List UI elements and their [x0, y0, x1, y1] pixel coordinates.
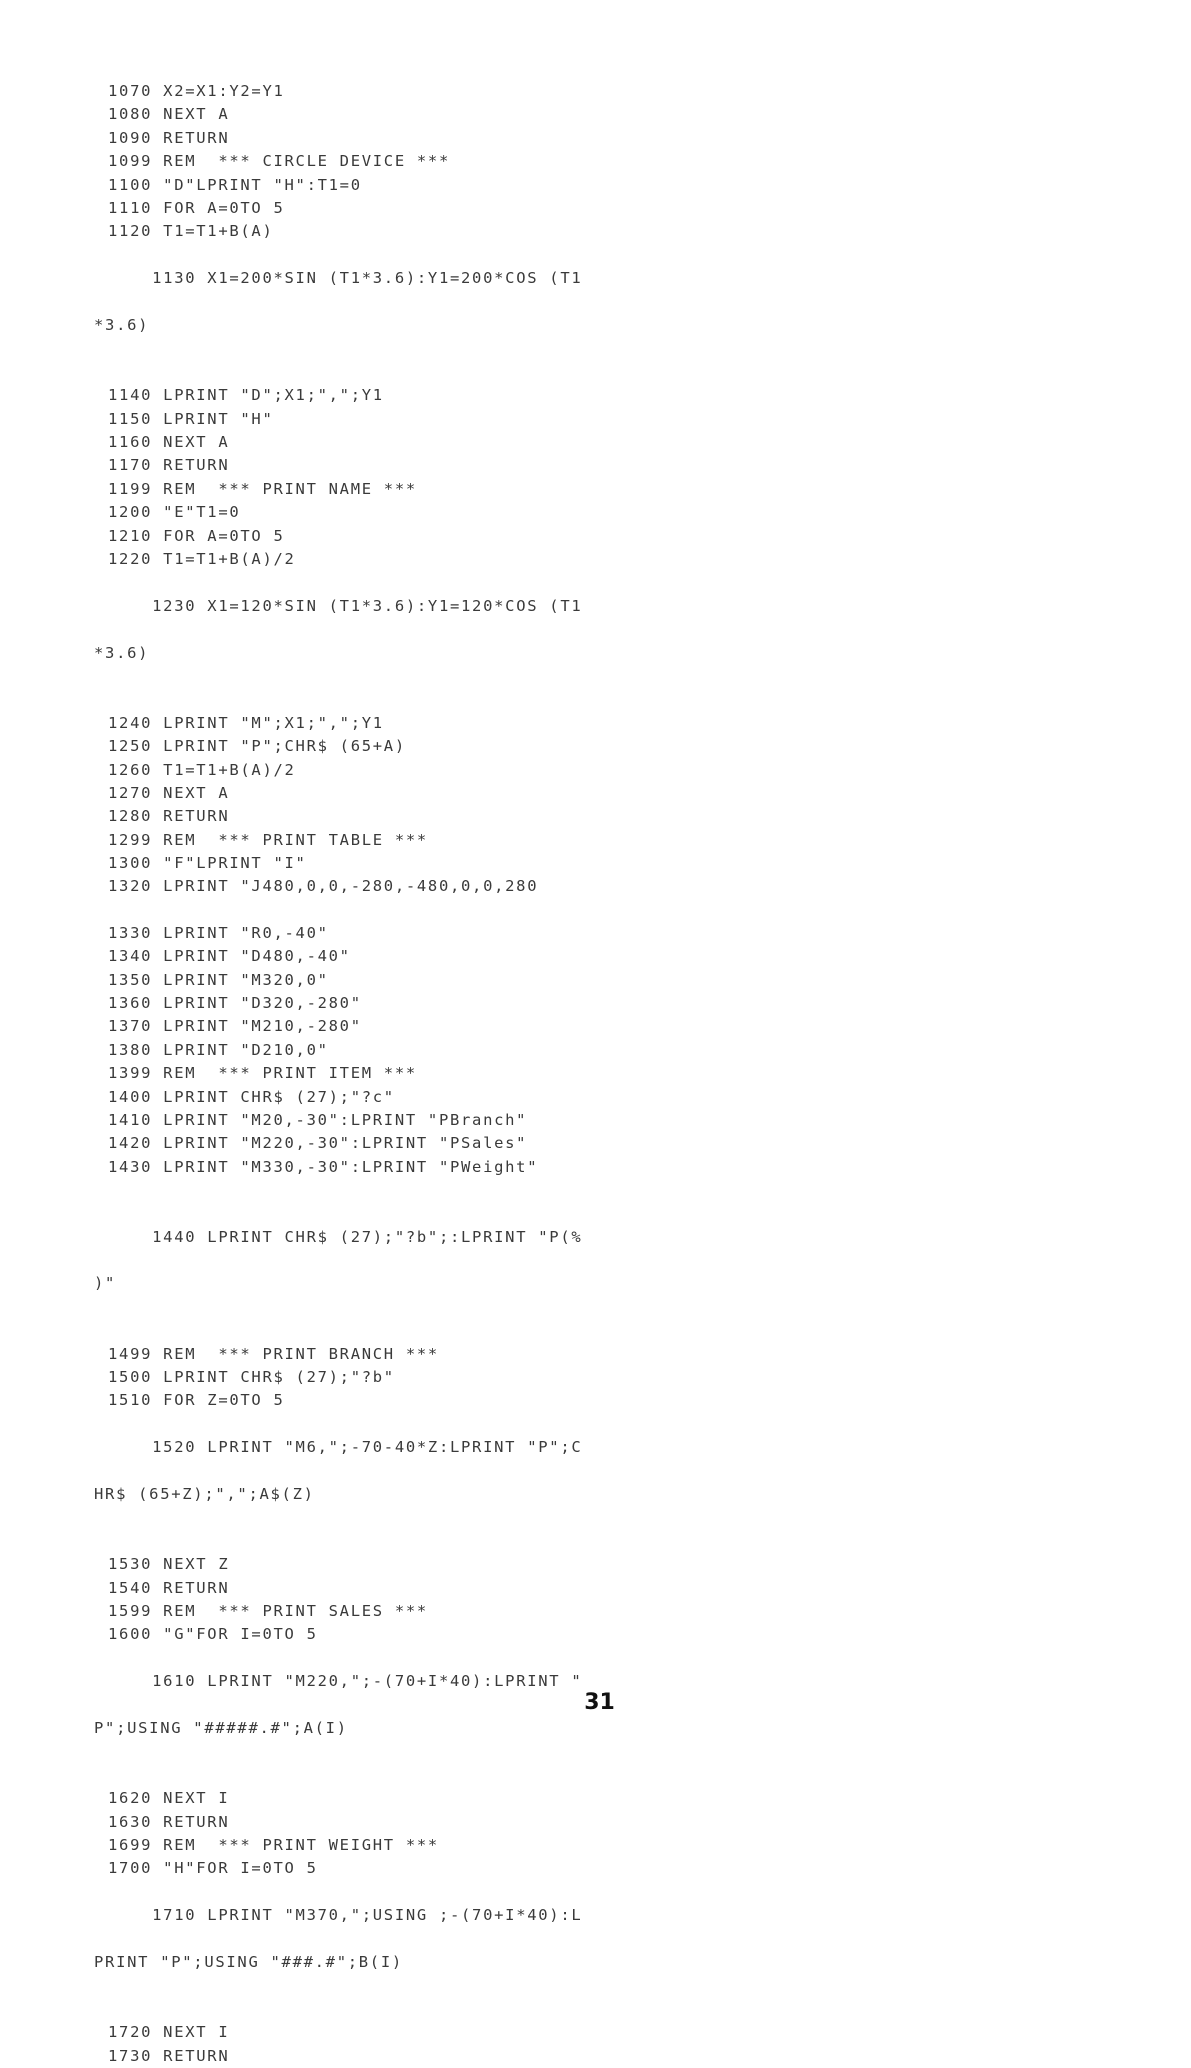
code-line [94, 1647, 628, 1787]
code-line: 1210 FOR A=0TO 5 [108, 526, 285, 545]
page-number: 31 [584, 1690, 615, 1715]
code-line: 1340 LPRINT "D480,-40" [108, 947, 351, 966]
code-line-start: 1230 X1=120*SIN (T1*3.6):Y1=120*COS (T1 [152, 596, 583, 615]
code-line: 1220 T1=T1+B(A)/2 [108, 549, 296, 568]
code-line: 1160 NEXT A [108, 432, 230, 451]
code-line: 1700 "H"FOR I=0TO 5 [108, 1859, 318, 1878]
code-line: 1270 NEXT A [108, 783, 230, 802]
code-line-continuation: *3.6) [94, 643, 150, 662]
code-line-start: 1520 LPRINT "M6,";-70-40*Z:LPRINT "P";C [152, 1438, 583, 1457]
code-line: 1510 FOR Z=0TO 5 [108, 1391, 285, 1410]
code-line: 1150 LPRINT "H" [108, 409, 274, 428]
code-line: 1099 REM *** CIRCLE DEVICE *** [108, 152, 450, 171]
code-line [94, 244, 628, 384]
code-line: 1500 LPRINT CHR$ (27);"?b" [108, 1367, 395, 1386]
code-line: 1430 LPRINT "M330,-30":LPRINT "PWeight" [108, 1157, 539, 1176]
code-line: 1110 FOR A=0TO 5 [108, 198, 285, 217]
code-line: 1240 LPRINT "M";X1;",";Y1 [108, 713, 384, 732]
code-line [94, 1881, 628, 2021]
code-line: 1699 REM *** PRINT WEIGHT *** [108, 1835, 439, 1854]
program-listing [94, 80, 628, 2068]
code-line [94, 1202, 628, 1342]
code-line: 1630 RETURN [108, 1812, 230, 1831]
code-line: 1260 T1=T1+B(A)/2 [108, 760, 296, 779]
code-line: 1120 T1=T1+B(A) [108, 222, 274, 241]
code-line-continuation: P";USING "#####.#";A(I) [94, 1718, 348, 1737]
code-line [94, 1413, 628, 1553]
code-line: 1370 LPRINT "M210,-280" [108, 1017, 362, 1036]
code-line: 1380 LPRINT "D210,0" [108, 1040, 329, 1059]
code-line: 1420 LPRINT "M220,-30":LPRINT "PSales" [108, 1134, 528, 1153]
code-line-continuation: )" [94, 1274, 117, 1293]
code-line: 1410 LPRINT "M20,-30":LPRINT "PBranch" [108, 1110, 528, 1129]
code-line: 1399 REM *** PRINT ITEM *** [108, 1064, 417, 1083]
code-line: 1400 LPRINT CHR$ (27);"?c" [108, 1087, 395, 1106]
code-line: 1720 NEXT I [108, 2023, 230, 2042]
code-line: 1499 REM *** PRINT BRANCH *** [108, 1344, 439, 1363]
code-line: 1280 RETURN [108, 807, 230, 826]
code-line: 1250 LPRINT "P";CHR$ (65+A) [108, 737, 406, 756]
code-line: 1600 "G"FOR I=0TO 5 [108, 1625, 318, 1644]
code-line-start: 1130 X1=200*SIN (T1*3.6):Y1=200*COS (T1 [152, 269, 583, 288]
code-line: 1100 "D"LPRINT "H":T1=0 [108, 175, 362, 194]
code-line: 1330 LPRINT "R0,-40" [108, 923, 329, 942]
code-line: 1620 NEXT I [108, 1789, 230, 1808]
code-line: 1090 RETURN [108, 128, 230, 147]
code-line: 1599 REM *** PRINT SALES *** [108, 1601, 428, 1620]
code-line-start: 1710 LPRINT "M370,";USING ;-(70+I*40):L [152, 1906, 583, 1925]
code-line: 1199 REM *** PRINT NAME *** [108, 479, 417, 498]
code-line: 1730 RETURN [108, 2046, 230, 2065]
code-line: 1300 "F"LPRINT "I" [108, 854, 307, 873]
code-line-start: 1440 LPRINT CHR$ (27);"?b";:LPRINT "P(% [152, 1227, 583, 1246]
code-line: 1070 X2=X1:Y2=Y1 [108, 82, 285, 100]
code-line: 1299 REM *** PRINT TABLE *** [108, 830, 428, 849]
code-line [94, 571, 628, 711]
code-line: 1320 LPRINT "J480,0,0,-280,-480,0,0,280 [108, 877, 539, 896]
code-line-continuation: PRINT "P";USING "###.#";B(I) [94, 1952, 403, 1971]
code-line: 1530 NEXT Z [108, 1555, 230, 1574]
code-line: 1200 "E"T1=0 [108, 503, 241, 522]
code-line-continuation: HR$ (65+Z);",";A$(Z) [94, 1484, 315, 1503]
code-line: 1350 LPRINT "M320,0" [108, 970, 329, 989]
code-line-start: 1610 LPRINT "M220,";-(70+I*40):LPRINT " [152, 1672, 583, 1691]
code-line: 1360 LPRINT "D320,-280" [108, 994, 362, 1013]
code-line-continuation: *3.6) [94, 315, 150, 334]
code-line: 1140 LPRINT "D";X1;",";Y1 [108, 386, 384, 405]
code-line: 1540 RETURN [108, 1578, 230, 1597]
code-line: 1080 NEXT A [108, 105, 230, 124]
code-line: 1170 RETURN [108, 456, 230, 475]
